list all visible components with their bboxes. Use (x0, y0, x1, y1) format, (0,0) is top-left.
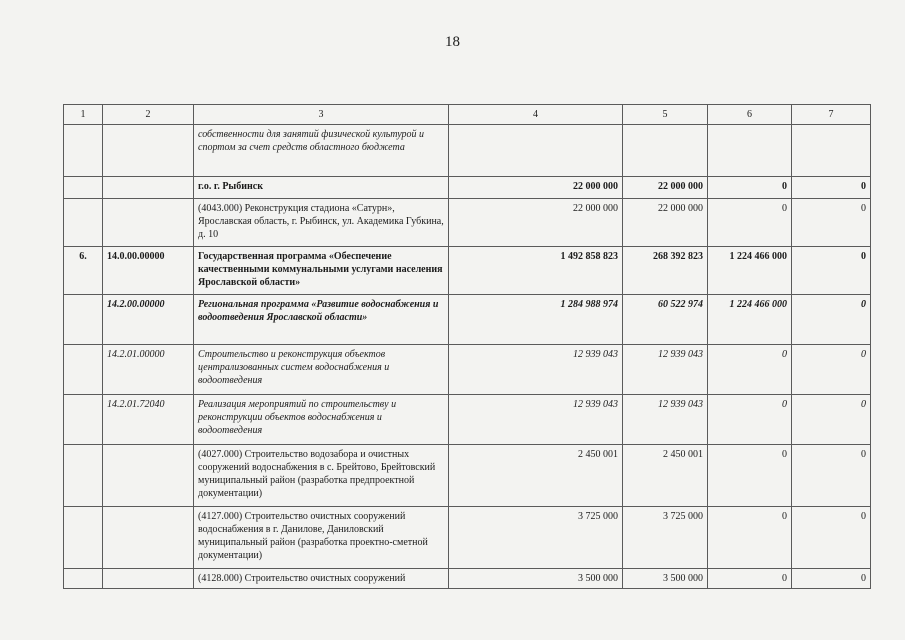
code-cell: 14.2.01.72040 (103, 395, 194, 445)
code-cell (103, 445, 194, 507)
amount-col5-cell: 268 392 823 (623, 247, 708, 295)
column-header-5: 5 (623, 105, 708, 125)
column-header-3: 3 (194, 105, 449, 125)
description-cell: Региональная программа «Развитие водоснабжения и водоотведения Ярославской области» (194, 295, 449, 345)
table-row (64, 345, 871, 395)
code-cell: 14.2.01.00000 (103, 345, 194, 395)
table-row (64, 199, 871, 247)
row-number-cell: 6. (64, 247, 103, 295)
total-cell: 2 450 001 (449, 445, 623, 507)
row-number-cell (64, 395, 103, 445)
amount-col6-cell: 0 (708, 507, 792, 569)
row-number-cell (64, 199, 103, 247)
amount-col7-cell: 0 (792, 395, 871, 445)
amount-col5-cell (623, 125, 708, 177)
amount-col6-cell: 0 (708, 569, 792, 589)
column-header-4: 4 (449, 105, 623, 125)
table-row (64, 125, 871, 177)
table-row (64, 569, 871, 589)
column-header-1: 1 (64, 105, 103, 125)
code-cell: 14.0.00.00000 (103, 247, 194, 295)
code-cell (103, 177, 194, 199)
total-cell: 1 284 988 974 (449, 295, 623, 345)
amount-col6-cell: 1 224 466 000 (708, 295, 792, 345)
row-number-cell (64, 569, 103, 589)
amount-col6-cell: 0 (708, 395, 792, 445)
column-header-2: 2 (103, 105, 194, 125)
amount-col6-cell: 0 (708, 177, 792, 199)
amount-col5-cell: 12 939 043 (623, 345, 708, 395)
amount-col7-cell: 0 (792, 199, 871, 247)
row-number-cell (64, 125, 103, 177)
amount-col7-cell: 0 (792, 247, 871, 295)
amount-col7-cell: 0 (792, 445, 871, 507)
amount-col7-cell: 0 (792, 295, 871, 345)
code-cell (103, 125, 194, 177)
row-number-cell (64, 507, 103, 569)
table-row (64, 177, 871, 199)
total-cell: 3 500 000 (449, 569, 623, 589)
amount-col7-cell (792, 125, 871, 177)
amount-col6-cell: 1 224 466 000 (708, 247, 792, 295)
amount-col7-cell: 0 (792, 569, 871, 589)
table-row (64, 445, 871, 507)
amount-col6-cell: 0 (708, 199, 792, 247)
header-row (64, 105, 871, 125)
total-cell: 12 939 043 (449, 345, 623, 395)
page-number: 18 (445, 34, 460, 50)
description-cell: (4127.000) Строительство очистных сооружений водоснабжения в г. Данилове, Даниловский муниципальный район (разработка проектно-сметной документации) (194, 507, 449, 569)
description-cell: Государственная программа «Обеспечение качественными коммунальными услугами населения Ярославской области» (194, 247, 449, 295)
budget-table (63, 104, 871, 589)
amount-col6-cell: 0 (708, 345, 792, 395)
amount-col5-cell: 3 725 000 (623, 507, 708, 569)
code-cell (103, 507, 194, 569)
description-cell: (4128.000) Строительство очистных сооружений (194, 569, 449, 589)
amount-col6-cell (708, 125, 792, 177)
amount-col6-cell: 0 (708, 445, 792, 507)
description-cell: собственности для занятий физической культурой и спортом за счет средств областного бюджета (194, 125, 449, 177)
code-cell: 14.2.00.00000 (103, 295, 194, 345)
amount-col5-cell: 22 000 000 (623, 177, 708, 199)
table-row (64, 247, 871, 295)
row-number-cell (64, 295, 103, 345)
table-row (64, 507, 871, 569)
total-cell: 22 000 000 (449, 177, 623, 199)
total-cell: 12 939 043 (449, 395, 623, 445)
amount-col5-cell: 22 000 000 (623, 199, 708, 247)
code-cell (103, 199, 194, 247)
total-cell: 1 492 858 823 (449, 247, 623, 295)
amount-col7-cell: 0 (792, 345, 871, 395)
amount-col5-cell: 12 939 043 (623, 395, 708, 445)
description-cell: г.о. г. Рыбинск (194, 177, 449, 199)
description-cell: (4027.000) Строительство водозабора и очистных сооружений водоснабжения в с. Брейтово, Брейтовский муниципальный район (разработка предпроектной документации) (194, 445, 449, 507)
table-row (64, 295, 871, 345)
amount-col5-cell: 60 522 974 (623, 295, 708, 345)
total-cell: 3 725 000 (449, 507, 623, 569)
row-number-cell (64, 345, 103, 395)
table-row (64, 395, 871, 445)
code-cell (103, 569, 194, 589)
column-header-6: 6 (708, 105, 792, 125)
description-cell: Строительство и реконструкция объектов централизованных систем водоснабжения и водоотведения (194, 345, 449, 395)
row-number-cell (64, 177, 103, 199)
amount-col5-cell: 3 500 000 (623, 569, 708, 589)
description-cell: Реализация мероприятий по строительству и реконструкции объектов водоснабжения и водоотведения (194, 395, 449, 445)
amount-col7-cell: 0 (792, 507, 871, 569)
description-cell: (4043.000) Реконструкция стадиона «Сатурн», Ярославская область, г. Рыбинск, ул. Академика Губкина, д. 10 (194, 199, 449, 247)
total-cell: 22 000 000 (449, 199, 623, 247)
amount-col5-cell: 2 450 001 (623, 445, 708, 507)
amount-col7-cell: 0 (792, 177, 871, 199)
column-header-7: 7 (792, 105, 871, 125)
row-number-cell (64, 445, 103, 507)
total-cell (449, 125, 623, 177)
